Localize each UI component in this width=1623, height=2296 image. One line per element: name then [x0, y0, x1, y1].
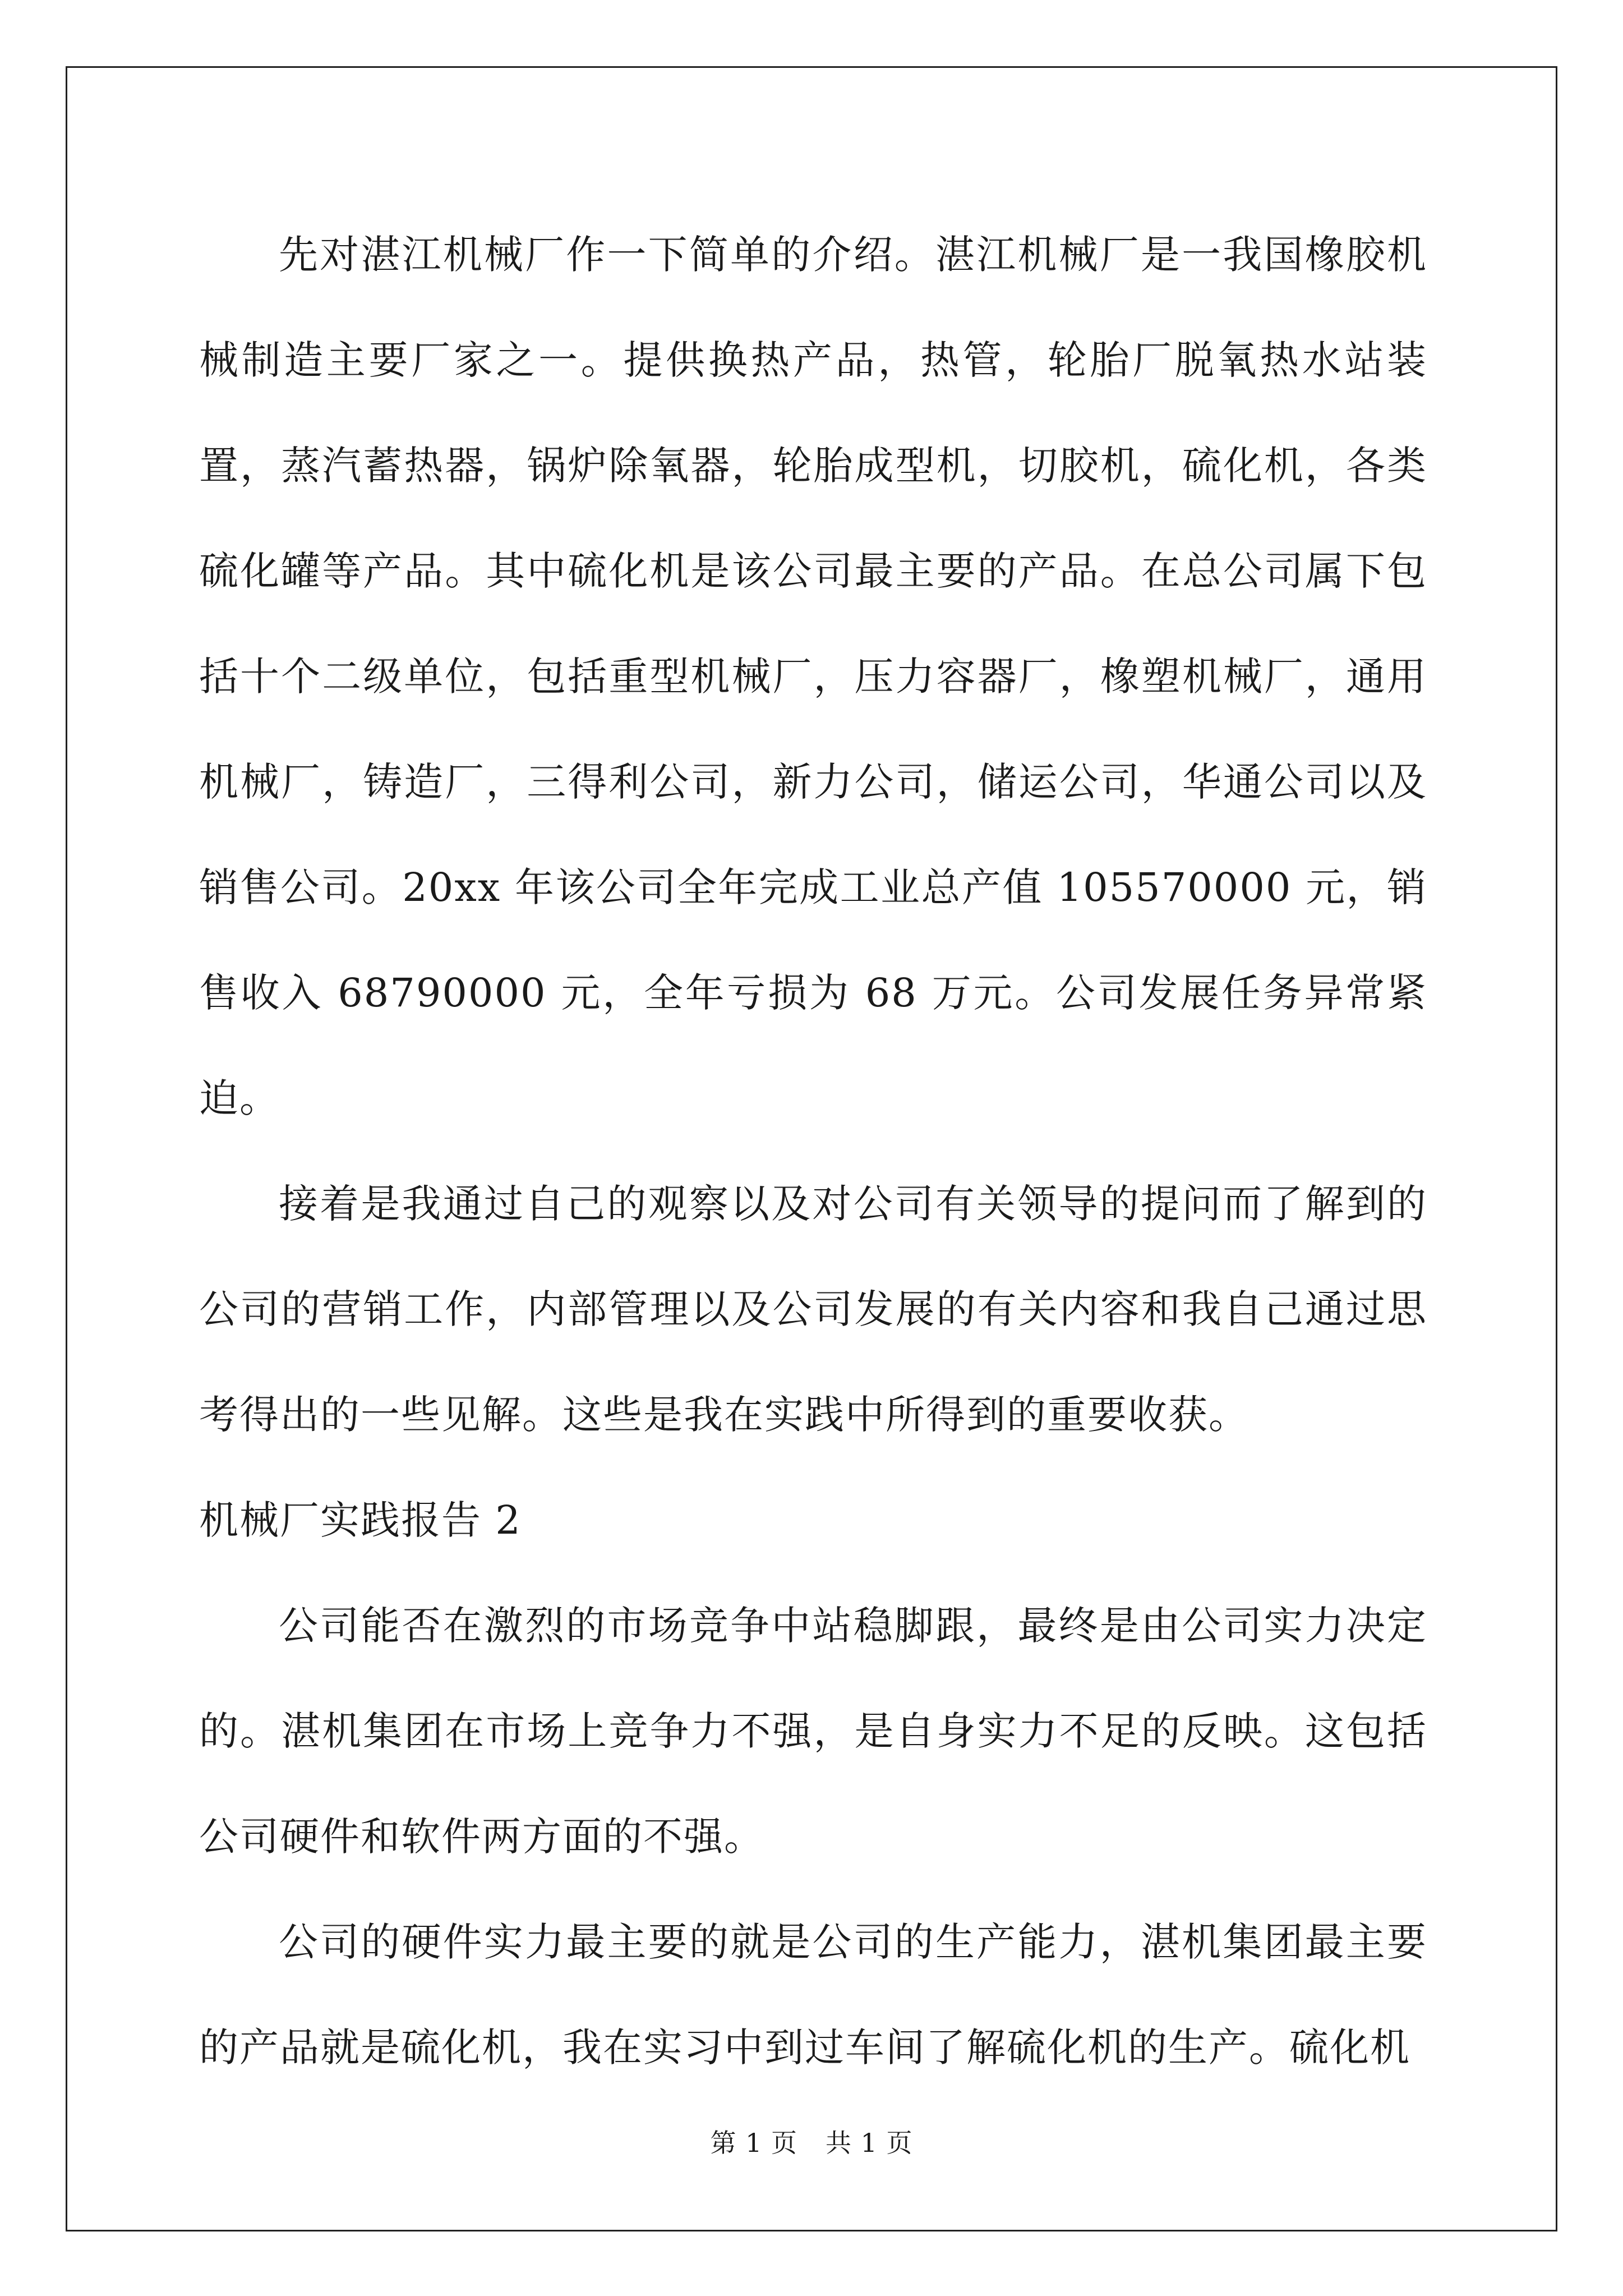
paragraph-observations: 接着是我通过自己的观察以及对公司有关领导的提问而了解到的公司的营销工作，内部管理以及公司发展的有关内容和我自己通过思考得出的一些见解。这些是我在实践中所得到的重要收获。 — [199, 1181, 1427, 1438]
paragraph-hardware: 公司的硬件实力最主要的就是公司的生产能力，湛机集团最主要的产品就是硫化机，我在实习中到过车间了解硫化机的生产。硫化机 — [199, 1919, 1427, 2070]
page-total: 共 1 页 — [826, 2128, 913, 2158]
page-number: 第 1 页 — [710, 2128, 797, 2158]
paragraph-competition: 公司能否在激烈的市场竞争中站稳脚跟，最终是由公司实力决定的。湛机集团在市场上竞争力不强，是自身实力不足的反映。这包括公司硬件和软件两方面的不强。 — [199, 1603, 1427, 1860]
document-body — [199, 202, 1427, 2100]
section-heading: 机械厂实践报告 2 — [199, 1497, 522, 1543]
page-footer — [0, 2126, 1623, 2160]
paragraph-intro: 先对湛江机械厂作一下简单的介绍。湛江机械厂是一我国橡胶机械制造主要厂家之一。提供换热产品，热管，轮胎厂脱氧热水站装置，蒸汽蓄热器，锅炉除氧器，轮胎成型机，切胶机，硫化机，各类硫化罐等产品。其中硫化机是该公司最主要的产品。在总公司属下包括十个二级单位，包括重型机械厂，压力容器厂，橡塑机械厂，通用机械厂，铸造厂，三得利公司，新力公司，储运公司，华通公司以及销售公司。20xx 年该公司全年完成工业总产值 105570000 元，销售收入 68790000 元，全年亏损为 68 万元。公司发展任务异常紧迫。 — [199, 232, 1427, 1121]
